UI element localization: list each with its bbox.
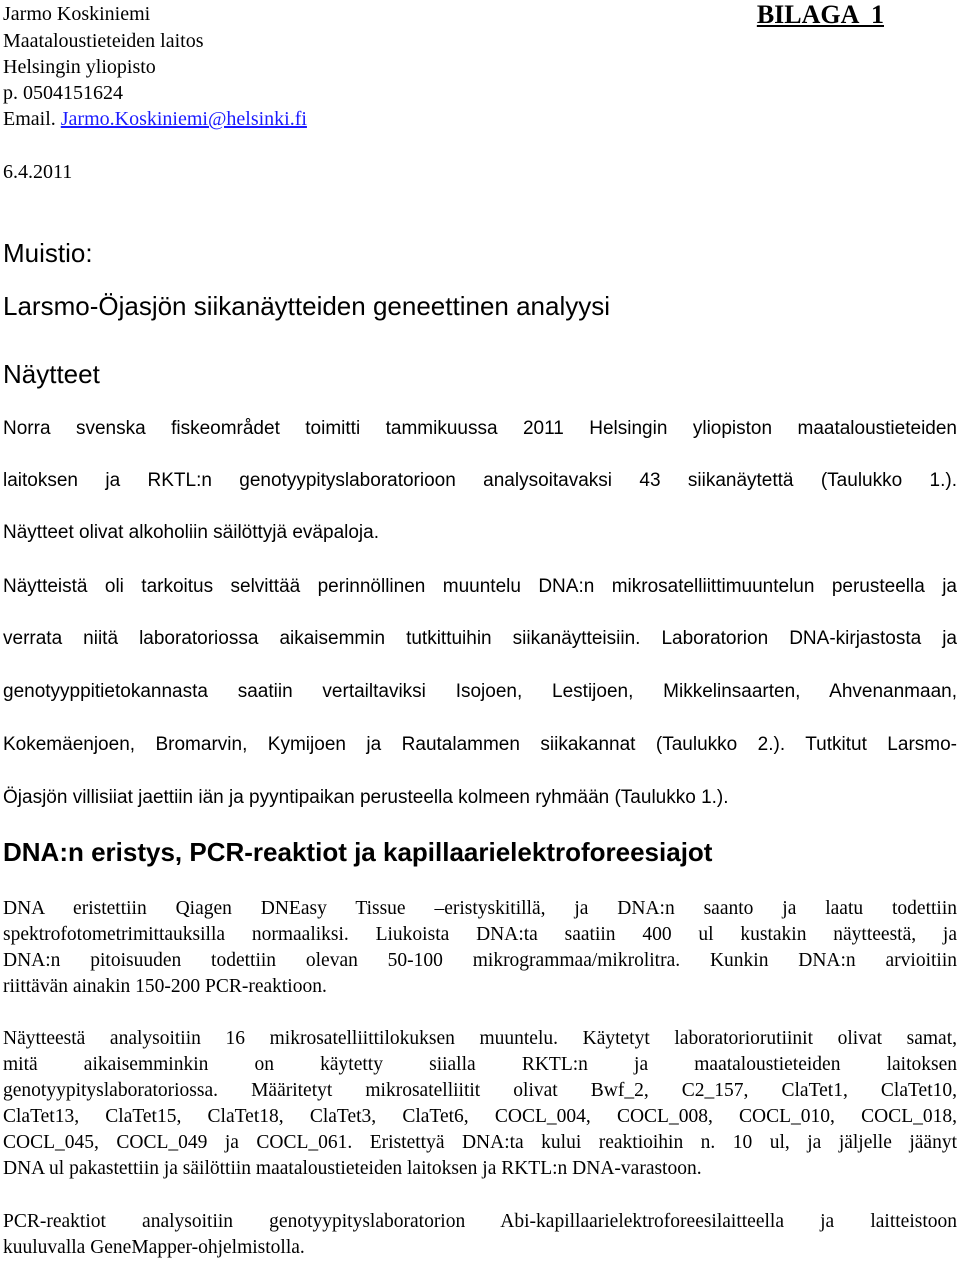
- author-phone: p. 0504151624: [3, 82, 123, 104]
- paragraph-4-line-3: genotyypityslaboratoriossa. Määritetyt mikrosatelliitit olivat Bwf_2, C2_157, ClaTet1, ClaTet10,: [3, 1080, 957, 1101]
- paragraph-3-line-3: DNA:n pitoisuuden todettiin olevan 50-100 mikrogrammaa/mikrolitra. Kunkin DNA:n arvioitiin: [3, 950, 957, 971]
- author-department: Maataloustieteiden laitos: [3, 30, 204, 52]
- paragraph-3-line-4: riittävän ainakin 150-200 PCR-reaktioon.: [3, 976, 327, 997]
- paragraph-2-line-4: Kokemäenjoen, Bromarvin, Kymijoen ja Rautalammen siikakannat (Taulukko 2.). Tutkitut Larsmo-: [3, 734, 957, 755]
- document-title: Larsmo-Öjasjön siikanäytteiden geneettinen analyysi: [3, 291, 611, 321]
- samples-heading: Näytteet: [3, 359, 100, 389]
- author-name: Jarmo Koskiniemi: [3, 3, 151, 25]
- document-date: 6.4.2011: [3, 161, 73, 183]
- paragraph-1-line-1: Norra svenska fiskeområdet toimitti tammikuussa 2011 Helsingin yliopiston maataloustieteiden: [3, 418, 957, 439]
- paragraph-4-line-4: ClaTet13, ClaTet15, ClaTet18, ClaTet3, ClaTet6, COCL_004, COCL_008, COCL_010, COCL_018,: [3, 1106, 957, 1127]
- paragraph-2-line-2: verrata niitä laboratoriossa aikaisemmin tutkittuihin siikanäytteisiin. Laboratorion DNA-kirjastosta ja: [3, 628, 957, 649]
- author-university: Helsingin yliopisto: [3, 56, 156, 78]
- paragraph-3-line-1: DNA eristettiin Qiagen DNEasy Tissue –eristyskitillä, ja DNA:n saanto ja laatu todettiin: [3, 898, 957, 919]
- paragraph-3-line-2: spektrofotometrimittauksilla normaaliksi. Liukoista DNA:ta saatiin 400 ul kustakin näytteestä, ja: [3, 924, 957, 945]
- author-email-line: [3, 106, 307, 132]
- memo-heading: Muistio:: [3, 238, 93, 268]
- appendix-label: BILAGA 1: [756, 0, 884, 29]
- paragraph-4-line-1: Näytteestä analysoitiin 16 mikrosatelliittilokuksen muuntelu. Käytetyt laboratoriorutiinit olivat samat,: [3, 1028, 957, 1049]
- paragraph-1-line-3: Näytteet olivat alkoholiin säilöttyjä eväpaloja.: [3, 522, 379, 543]
- email-label: Email.: [3, 108, 61, 130]
- paragraph-4-line-5: COCL_045, COCL_049 ja COCL_061. Eristettyä DNA:ta kului reaktioihin n. 10 ul, ja jäljelle jäänyt: [3, 1132, 957, 1153]
- email-link[interactable]: Jarmo.Koskiniemi@helsinki.fi: [60, 108, 307, 130]
- paragraph-4-line-2: mitä aikaisemminkin on käytetty siialla RKTL:n ja maataloustieteiden laitoksen: [3, 1054, 957, 1075]
- dna-heading: DNA:n eristys, PCR-reaktiot ja kapillaarielektroforeesiajot: [3, 837, 713, 867]
- paragraph-2-line-1: Näytteistä oli tarkoitus selvittää perinnöllinen muuntelu DNA:n mikrosatelliittimuuntelun perusteella ja: [3, 576, 957, 597]
- paragraph-2-line-5: Öjasjön villisiiat jaettiin iän ja pyyntipaikan perusteella kolmeen ryhmään (Taulukko 1.).: [3, 787, 729, 808]
- paragraph-4-line-6: DNA ul pakastettiin ja säilöttiin maataloustieteiden laitoksen ja RKTL:n DNA-varastoon.: [3, 1158, 702, 1179]
- paragraph-5-line-2: kuuluvalla GeneMapper-ohjelmistolla.: [3, 1237, 305, 1258]
- paragraph-5-line-1: PCR-reaktiot analysoitiin genotyypityslaboratorion Abi-kapillaarielektroforeesilaitteella ja laitteistoon: [3, 1211, 957, 1232]
- paragraph-1-line-2: laitoksen ja RKTL:n genotyypityslaboratorioon analysoitavaksi 43 siikanäytettä (Taulukko 1.).: [3, 470, 957, 491]
- paragraph-2-line-3: genotyyppitietokannasta saatiin vertailtaviksi Isojoen, Lestijoen, Mikkelinsaarten, Ahvenanmaan,: [3, 681, 957, 702]
